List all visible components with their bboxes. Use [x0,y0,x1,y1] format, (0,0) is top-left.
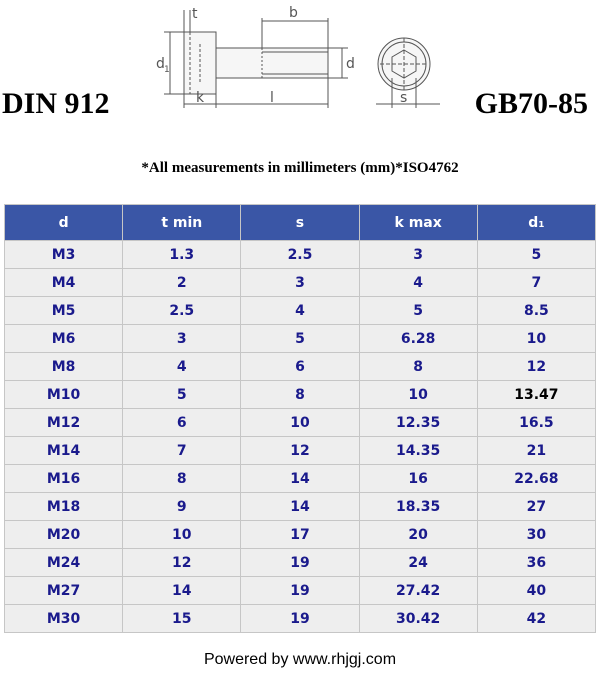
table-cell: 14 [123,577,241,605]
table-cell: 12.35 [359,409,477,437]
table-cell: 5 [241,325,359,353]
screw-dimension-drawing [150,4,440,114]
table-cell: M16 [5,465,123,493]
table-cell: 5 [477,241,595,269]
header-t-min: t min [123,205,241,241]
label-s: s [400,90,408,106]
table-cell: M14 [5,437,123,465]
table-cell: 42 [477,605,595,633]
table-cell: 19 [241,577,359,605]
table-cell: M10 [5,381,123,409]
table-row [5,521,596,549]
label-l: l [270,90,274,106]
label-t: t [192,6,198,22]
table-cell: 17 [241,521,359,549]
table-cell: 4 [359,269,477,297]
header-d: d [5,205,123,241]
table-cell: 3 [359,241,477,269]
table-cell: 10 [477,325,595,353]
table-row [5,549,596,577]
table-cell: 7 [477,269,595,297]
table-row [5,325,596,353]
table-cell: 36 [477,549,595,577]
table-row [5,269,596,297]
table-cell: 12 [241,437,359,465]
label-d: d [346,56,355,72]
table-cell: 22.68 [477,465,595,493]
table-cell: 12 [123,549,241,577]
table-cell: 8 [241,381,359,409]
footer-credit: Powered by www.rhjgj.com [203,651,397,668]
table-cell: 12 [477,353,595,381]
table-row [5,241,596,269]
table-cell: 13.47 [477,381,595,409]
table-cell: 1.3 [123,241,241,269]
table-cell: 40 [477,577,595,605]
table-row [5,605,596,633]
header-s: s [241,205,359,241]
title-din: DIN 912 [2,87,110,120]
table-row [5,437,596,465]
table-cell: M24 [5,549,123,577]
table-cell: 27.42 [359,577,477,605]
label-k: k [196,90,205,106]
table-cell: 8 [359,353,477,381]
label-d1-sub: 1 [164,65,170,75]
label-d1: d [156,56,165,72]
table-cell: 6 [241,353,359,381]
table-cell: 8.5 [477,297,595,325]
table-cell: 10 [123,521,241,549]
table-cell: 19 [241,549,359,577]
table-cell: 16.5 [477,409,595,437]
header-d1: d₁ [477,205,595,241]
measurement-note: *All measurements in millimeters (mm)*ISO4762 [141,160,459,176]
table-cell: M4 [5,269,123,297]
table-row [5,409,596,437]
table-cell: M30 [5,605,123,633]
title-gb: GB70-85 [474,87,588,120]
table-cell: 14 [241,493,359,521]
table-cell: M6 [5,325,123,353]
table-cell: 3 [123,325,241,353]
table-cell: 10 [359,381,477,409]
table-cell: 8 [123,465,241,493]
table-row [5,493,596,521]
table-row [5,577,596,605]
table-cell: 9 [123,493,241,521]
table-cell: 27 [477,493,595,521]
table-cell: 15 [123,605,241,633]
table-cell: 2 [123,269,241,297]
table-row [5,465,596,493]
table-cell: 24 [359,549,477,577]
table-cell: M12 [5,409,123,437]
table-cell: 20 [359,521,477,549]
label-b: b [289,5,298,21]
table-cell: M5 [5,297,123,325]
table-cell: 16 [359,465,477,493]
table-cell: 2.5 [123,297,241,325]
table-cell: 7 [123,437,241,465]
table-row [5,381,596,409]
table-cell: 10 [241,409,359,437]
table-cell: M3 [5,241,123,269]
table-cell: 4 [241,297,359,325]
table-cell: 18.35 [359,493,477,521]
table-cell: 3 [241,269,359,297]
table-cell: M8 [5,353,123,381]
table-cell: 2.5 [241,241,359,269]
table-cell: 5 [359,297,477,325]
table-row [5,297,596,325]
table-cell: 5 [123,381,241,409]
table-cell: 6 [123,409,241,437]
table-cell: 6.28 [359,325,477,353]
spec-table [4,204,596,633]
table-cell: M20 [5,521,123,549]
table-cell: 14.35 [359,437,477,465]
table-row [5,353,596,381]
table-cell: M27 [5,577,123,605]
table-cell: 4 [123,353,241,381]
table-cell: M18 [5,493,123,521]
table-cell: 30 [477,521,595,549]
table-cell: 19 [241,605,359,633]
table-cell: 30.42 [359,605,477,633]
table-header-row [5,205,596,241]
table-cell: 14 [241,465,359,493]
table-cell: 21 [477,437,595,465]
header-k-max: k max [359,205,477,241]
table-body [5,241,596,633]
